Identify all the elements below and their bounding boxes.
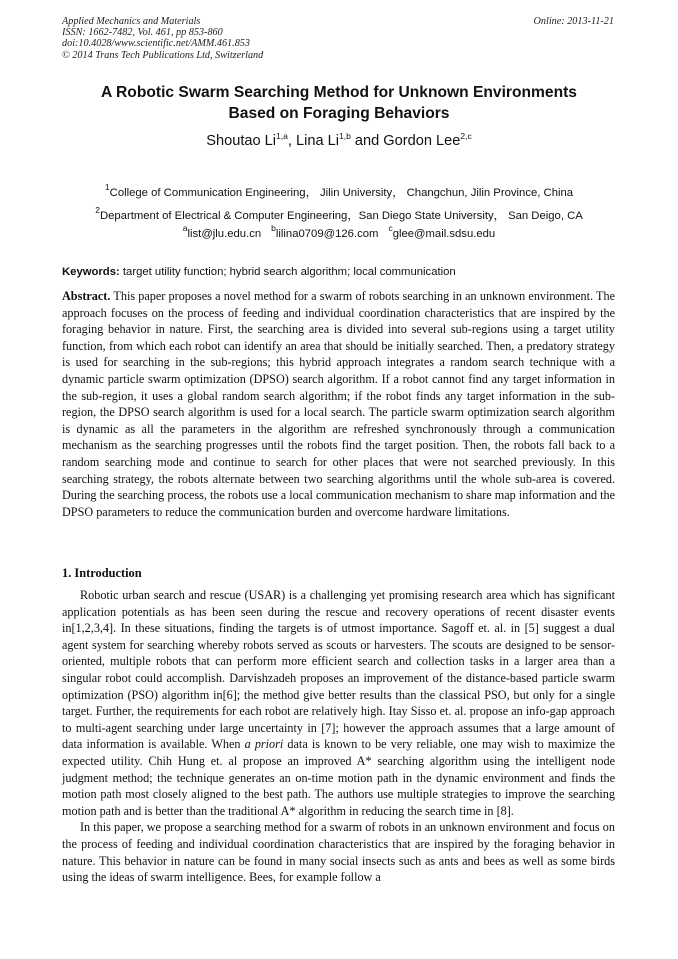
intro-paragraph-1: [62, 587, 615, 819]
intro-text: Robotic urban search and rescue (USAR) is a challenging yet promising research area which has significant application potentials as has been seen during the rescue and recovery operations of recent disaster events in[1,2,3,4]. In these situations, finding the targets is of utmost importance. Sagoff et. al. in [5] suggest a dual agent system for searching whereby robots served as scouts or harvesters. The scouts are designed to be sensor-oriented, multiple robots that can perform more efficient search and collection tasks in a larger area than a singular robot could accomplish. Darvishzadeh proposes an improvement of the distance-based particle swarm optimization (PSO) algorithm in[6]; the method give better results than the classical PSO, but only for a single target. Further, the requirements for each robot are relatively high. Itay Sisso et. al. propose an info-gap approach to multi-agent searching under large uncertainty in [7]; however the approach assumes that a large amount of data information is available. When: [62, 588, 615, 752]
intro-italic-text: a priori: [244, 737, 284, 752]
keywords: [62, 266, 456, 278]
title-line-2: Based on Foraging Behaviors: [228, 105, 450, 122]
author-superscript: 1,b: [339, 131, 351, 141]
email-superscript: b: [271, 223, 276, 233]
intro-paragraph-2: In this paper, we propose a searching method for a swarm of robots in an unknown environment and focus on the process of feeding and individual coordination characteristics that are inspired by the foraging behavior in nature. This behavior in nature can be found in many social insects such as ants and bees as well as some birds using the ideas of swarm intelligence. Bees, for example follow a: [62, 820, 615, 885]
affiliation-superscript: 2: [95, 205, 100, 215]
affiliation-1: [50, 184, 628, 200]
email-address: lilina0709@126.com: [275, 228, 379, 240]
author-name: Gordon Lee: [383, 133, 461, 149]
author-name: Lina Li: [295, 133, 339, 149]
keywords-text: target utility function; hybrid search algorithm; local communication: [122, 266, 456, 278]
introduction-body: [62, 587, 615, 886]
affiliation-text: Department of Electrical & Computer Engineering，San Diego State University， San Deigo, CA: [99, 210, 583, 222]
intro-text: data is known to be very reliable, one may wish to maximize the expected utility. Chih Hung et. al propose an improved A* searching algorithm using the intelligent node judgment method; the technique generates an on-time motion path in the dynamic environment and finds the motion path most closely aligned to the best path. The authors use multiple strategies to improve the searching motion path and is better than the traditional A* algorithm in reducing the search time in [8].: [62, 737, 615, 818]
email-superscript: a: [182, 223, 188, 233]
abstract-label: Abstract.: [62, 289, 111, 303]
author-name: Shoutao Li: [206, 133, 277, 149]
affiliation-2: [50, 207, 628, 223]
keywords-label: Keywords:: [62, 266, 120, 278]
copyright-line: © 2014 Trans Tech Publications Ltd, Switzerland: [62, 49, 264, 61]
author-separator: ,: [287, 133, 296, 149]
title-line-1: A Robotic Swarm Searching Method for Unknown Environments: [101, 84, 577, 101]
doi-line: doi:10.4028/www.scientific.net/AMM.461.853: [62, 38, 250, 50]
email-address: glee@mail.sdsu.edu: [392, 228, 496, 240]
affiliation-superscript: 1: [104, 182, 110, 192]
email-list: [62, 223, 616, 240]
journal-metadata: [62, 16, 263, 61]
paper-title: [62, 82, 616, 124]
section-heading: 1. Introduction: [62, 566, 142, 580]
issn-line: ISSN: 1662-7482, Vol. 461, pp 853-860: [62, 27, 223, 39]
email-address: list@jlu.edu.cn: [187, 228, 262, 240]
author-list: [62, 133, 616, 149]
affiliation-text: College of Communication Engineering， Jilin University， Changchun, Jilin Province, China: [109, 187, 574, 199]
online-date: Online: 2013-11-21: [533, 16, 614, 27]
abstract: [62, 288, 615, 520]
author-separator: and: [350, 133, 384, 149]
abstract-text: This paper proposes a novel method for a swarm of robots searching in an unknown environment. The approach focuses on the process of feeding and individual coordination characteristics that are inspired by the foraging behavior in nature. First, the searching area is divided into several sub-regions using a target utility function, from which each robot can identify an area that should be initially searched. Then, a predatory strategy is used for searching in the sub-regions; this hybrid approach integrates a random search technique with a dynamic particle swarm optimization (DPSO) search algorithm. If a robot cannot find any target information in the sub-region, it uses a global random search algorithm; if the robot finds any target information in the sub-region, the DPSO search algorithm is used for a local search. The particle swarm optimization search algorithm is dynamic as all the parameters in the algorithm are refreshed synchronously through a communication mechanism as the searching progresses until the robots find the target position. Then, the robots fall back to a random searching mode and continue to search for other places that were not searched previously. In this searching strategy, the robots alternate between two searching algorithms until the whole sub-area is covered. During the searching process, the robots use a local communication mechanism to share map information and the DPSO parameters to reduce the communication burden and overcome hardware limitations.: [62, 289, 615, 519]
author-superscript: 1,a: [276, 131, 288, 141]
email-superscript: c: [388, 223, 393, 233]
author-superscript: 2,c: [460, 131, 472, 141]
journal-name: Applied Mechanics and Materials: [62, 16, 201, 27]
